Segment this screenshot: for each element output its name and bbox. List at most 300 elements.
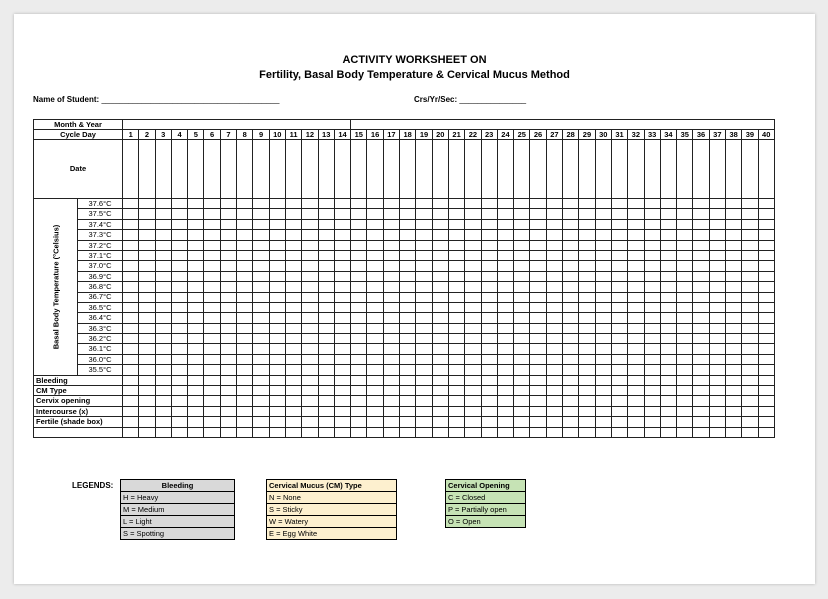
temperature-cell[interactable] (237, 219, 253, 229)
temperature-cell[interactable] (334, 334, 350, 344)
temperature-cell[interactable] (139, 250, 155, 260)
temperature-cell[interactable] (302, 250, 318, 260)
temperature-cell[interactable] (530, 250, 546, 260)
temperature-cell[interactable] (758, 354, 774, 364)
temperature-cell[interactable] (465, 219, 481, 229)
temperature-cell[interactable] (709, 209, 725, 219)
tracking-cell[interactable] (416, 417, 432, 427)
temperature-cell[interactable] (497, 334, 513, 344)
tracking-cell[interactable] (677, 375, 693, 385)
temperature-cell[interactable] (563, 282, 579, 292)
temperature-cell[interactable] (742, 240, 758, 250)
temperature-cell[interactable] (204, 292, 220, 302)
tracking-cell[interactable] (416, 375, 432, 385)
temperature-cell[interactable] (693, 219, 709, 229)
temperature-cell[interactable] (123, 250, 139, 260)
tracking-cell[interactable] (725, 417, 741, 427)
temperature-cell[interactable] (318, 271, 334, 281)
temperature-cell[interactable] (188, 261, 204, 271)
temperature-cell[interactable] (367, 365, 383, 375)
temperature-cell[interactable] (514, 365, 530, 375)
tracking-cell[interactable] (220, 375, 236, 385)
date-cell[interactable] (171, 140, 187, 199)
temperature-cell[interactable] (367, 282, 383, 292)
tracking-cell[interactable] (367, 427, 383, 437)
temperature-cell[interactable] (546, 250, 562, 260)
temperature-cell[interactable] (611, 334, 627, 344)
tracking-cell[interactable] (155, 386, 171, 396)
tracking-cell[interactable] (742, 427, 758, 437)
tracking-cell[interactable] (383, 396, 399, 406)
temperature-cell[interactable] (400, 250, 416, 260)
tracking-cell[interactable] (318, 406, 334, 416)
temperature-cell[interactable] (514, 302, 530, 312)
tracking-cell[interactable] (563, 417, 579, 427)
temperature-cell[interactable] (383, 365, 399, 375)
tracking-cell[interactable] (432, 386, 448, 396)
temperature-cell[interactable] (171, 302, 187, 312)
tracking-cell[interactable] (660, 417, 676, 427)
temperature-cell[interactable] (139, 313, 155, 323)
temperature-cell[interactable] (204, 261, 220, 271)
tracking-cell[interactable] (432, 417, 448, 427)
temperature-cell[interactable] (351, 199, 367, 209)
tracking-cell[interactable] (302, 375, 318, 385)
temperature-cell[interactable] (514, 219, 530, 229)
temperature-cell[interactable] (465, 302, 481, 312)
temperature-cell[interactable] (725, 282, 741, 292)
temperature-cell[interactable] (139, 323, 155, 333)
tracking-cell[interactable] (481, 406, 497, 416)
tracking-cell[interactable] (351, 375, 367, 385)
temperature-cell[interactable] (611, 302, 627, 312)
temperature-cell[interactable] (171, 292, 187, 302)
temperature-cell[interactable] (171, 250, 187, 260)
temperature-cell[interactable] (481, 250, 497, 260)
date-cell[interactable] (367, 140, 383, 199)
temperature-cell[interactable] (563, 219, 579, 229)
temperature-cell[interactable] (253, 240, 269, 250)
tracking-cell[interactable] (204, 427, 220, 437)
tracking-cell[interactable] (139, 417, 155, 427)
temperature-cell[interactable] (709, 271, 725, 281)
temperature-cell[interactable] (742, 365, 758, 375)
temperature-cell[interactable] (742, 199, 758, 209)
temperature-cell[interactable] (481, 282, 497, 292)
temperature-cell[interactable] (611, 261, 627, 271)
temperature-cell[interactable] (318, 292, 334, 302)
temperature-cell[interactable] (595, 230, 611, 240)
temperature-cell[interactable] (334, 230, 350, 240)
tracking-cell[interactable] (123, 417, 139, 427)
tracking-cell[interactable] (530, 417, 546, 427)
tracking-cell[interactable] (318, 375, 334, 385)
temperature-cell[interactable] (595, 240, 611, 250)
temperature-cell[interactable] (367, 250, 383, 260)
tracking-cell[interactable] (628, 406, 644, 416)
temperature-cell[interactable] (285, 261, 301, 271)
tracking-cell[interactable] (188, 396, 204, 406)
tracking-cell[interactable] (302, 396, 318, 406)
temperature-cell[interactable] (269, 240, 285, 250)
temperature-cell[interactable] (693, 365, 709, 375)
temperature-cell[interactable] (546, 230, 562, 240)
temperature-cell[interactable] (220, 323, 236, 333)
tracking-cell[interactable] (318, 386, 334, 396)
tracking-cell[interactable] (579, 375, 595, 385)
tracking-cell[interactable] (367, 396, 383, 406)
temperature-cell[interactable] (204, 209, 220, 219)
temperature-cell[interactable] (416, 354, 432, 364)
temperature-cell[interactable] (660, 219, 676, 229)
tracking-cell[interactable] (155, 417, 171, 427)
tracking-cell[interactable] (709, 375, 725, 385)
tracking-cell[interactable] (432, 396, 448, 406)
temperature-cell[interactable] (171, 230, 187, 240)
temperature-cell[interactable] (318, 302, 334, 312)
tracking-cell[interactable] (595, 375, 611, 385)
temperature-cell[interactable] (139, 219, 155, 229)
temperature-cell[interactable] (497, 199, 513, 209)
temperature-cell[interactable] (579, 302, 595, 312)
temperature-cell[interactable] (416, 302, 432, 312)
temperature-cell[interactable] (318, 209, 334, 219)
date-cell[interactable] (579, 140, 595, 199)
tracking-cell[interactable] (546, 406, 562, 416)
temperature-cell[interactable] (448, 334, 464, 344)
temperature-cell[interactable] (611, 199, 627, 209)
temperature-cell[interactable] (416, 323, 432, 333)
temperature-cell[interactable] (123, 334, 139, 344)
temperature-cell[interactable] (644, 365, 660, 375)
temperature-cell[interactable] (448, 240, 464, 250)
temperature-cell[interactable] (383, 199, 399, 209)
temperature-cell[interactable] (302, 271, 318, 281)
temperature-cell[interactable] (563, 292, 579, 302)
temperature-cell[interactable] (123, 261, 139, 271)
temperature-cell[interactable] (611, 323, 627, 333)
temperature-cell[interactable] (530, 271, 546, 281)
tracking-cell[interactable] (530, 396, 546, 406)
date-cell[interactable] (660, 140, 676, 199)
temperature-cell[interactable] (139, 365, 155, 375)
temperature-cell[interactable] (546, 302, 562, 312)
tracking-cell[interactable] (285, 375, 301, 385)
temperature-cell[interactable] (660, 240, 676, 250)
temperature-cell[interactable] (628, 344, 644, 354)
tracking-cell[interactable] (660, 386, 676, 396)
date-cell[interactable] (595, 140, 611, 199)
date-cell[interactable] (514, 140, 530, 199)
temperature-cell[interactable] (448, 271, 464, 281)
temperature-cell[interactable] (448, 302, 464, 312)
temperature-cell[interactable] (628, 282, 644, 292)
temperature-cell[interactable] (432, 282, 448, 292)
temperature-cell[interactable] (171, 282, 187, 292)
temperature-cell[interactable] (285, 323, 301, 333)
temperature-cell[interactable] (448, 282, 464, 292)
temperature-cell[interactable] (204, 354, 220, 364)
temperature-cell[interactable] (530, 323, 546, 333)
temperature-cell[interactable] (693, 313, 709, 323)
temperature-cell[interactable] (269, 261, 285, 271)
temperature-cell[interactable] (432, 344, 448, 354)
tracking-cell[interactable] (579, 396, 595, 406)
temperature-cell[interactable] (383, 313, 399, 323)
date-cell[interactable] (139, 140, 155, 199)
tracking-cell[interactable] (416, 427, 432, 437)
temperature-cell[interactable] (416, 365, 432, 375)
temperature-cell[interactable] (302, 344, 318, 354)
temperature-cell[interactable] (171, 344, 187, 354)
temperature-cell[interactable] (237, 302, 253, 312)
temperature-cell[interactable] (204, 302, 220, 312)
tracking-cell[interactable] (155, 406, 171, 416)
temperature-cell[interactable] (709, 344, 725, 354)
temperature-cell[interactable] (530, 261, 546, 271)
temperature-cell[interactable] (563, 323, 579, 333)
temperature-cell[interactable] (742, 271, 758, 281)
temperature-cell[interactable] (481, 219, 497, 229)
temperature-cell[interactable] (530, 240, 546, 250)
date-cell[interactable] (677, 140, 693, 199)
temperature-cell[interactable] (432, 365, 448, 375)
tracking-cell[interactable] (497, 386, 513, 396)
temperature-cell[interactable] (644, 219, 660, 229)
temperature-cell[interactable] (285, 199, 301, 209)
temperature-cell[interactable] (693, 250, 709, 260)
temperature-cell[interactable] (448, 199, 464, 209)
temperature-cell[interactable] (383, 240, 399, 250)
temperature-cell[interactable] (677, 323, 693, 333)
temperature-cell[interactable] (742, 209, 758, 219)
tracking-cell[interactable] (334, 396, 350, 406)
temperature-cell[interactable] (253, 334, 269, 344)
temperature-cell[interactable] (220, 209, 236, 219)
tracking-cell[interactable] (481, 375, 497, 385)
temperature-cell[interactable] (546, 313, 562, 323)
tracking-cell[interactable] (448, 375, 464, 385)
temperature-cell[interactable] (302, 209, 318, 219)
tracking-cell[interactable] (318, 427, 334, 437)
temperature-cell[interactable] (693, 261, 709, 271)
temperature-cell[interactable] (709, 261, 725, 271)
tracking-cell[interactable] (351, 427, 367, 437)
tracking-cell[interactable] (514, 406, 530, 416)
temperature-cell[interactable] (530, 282, 546, 292)
temperature-cell[interactable] (139, 199, 155, 209)
temperature-cell[interactable] (448, 230, 464, 240)
temperature-cell[interactable] (628, 240, 644, 250)
temperature-cell[interactable] (155, 230, 171, 240)
temperature-cell[interactable] (725, 292, 741, 302)
temperature-cell[interactable] (660, 282, 676, 292)
tracking-cell[interactable] (139, 386, 155, 396)
tracking-cell[interactable] (285, 417, 301, 427)
temperature-cell[interactable] (188, 271, 204, 281)
temperature-cell[interactable] (237, 292, 253, 302)
temperature-cell[interactable] (285, 313, 301, 323)
tracking-cell[interactable] (269, 396, 285, 406)
temperature-cell[interactable] (595, 302, 611, 312)
temperature-cell[interactable] (383, 334, 399, 344)
tracking-cell[interactable] (269, 417, 285, 427)
temperature-cell[interactable] (497, 261, 513, 271)
temperature-cell[interactable] (139, 230, 155, 240)
tracking-cell[interactable] (579, 427, 595, 437)
tracking-cell[interactable] (139, 406, 155, 416)
temperature-cell[interactable] (628, 334, 644, 344)
temperature-cell[interactable] (123, 344, 139, 354)
temperature-cell[interactable] (302, 240, 318, 250)
tracking-cell[interactable] (677, 406, 693, 416)
temperature-cell[interactable] (269, 354, 285, 364)
temperature-cell[interactable] (579, 344, 595, 354)
temperature-cell[interactable] (351, 240, 367, 250)
tracking-cell[interactable] (628, 375, 644, 385)
tracking-cell[interactable] (204, 406, 220, 416)
temperature-cell[interactable] (514, 344, 530, 354)
tracking-cell[interactable] (383, 406, 399, 416)
temperature-cell[interactable] (563, 365, 579, 375)
temperature-cell[interactable] (302, 219, 318, 229)
date-cell[interactable] (302, 140, 318, 199)
temperature-cell[interactable] (465, 292, 481, 302)
temperature-cell[interactable] (253, 250, 269, 260)
tracking-cell[interactable] (709, 396, 725, 406)
temperature-cell[interactable] (432, 240, 448, 250)
temperature-cell[interactable] (628, 323, 644, 333)
tracking-cell[interactable] (660, 396, 676, 406)
temperature-cell[interactable] (237, 334, 253, 344)
temperature-cell[interactable] (595, 292, 611, 302)
tracking-cell[interactable] (514, 427, 530, 437)
tracking-cell[interactable] (171, 406, 187, 416)
tracking-cell[interactable] (318, 396, 334, 406)
date-cell[interactable] (563, 140, 579, 199)
tracking-cell[interactable] (383, 386, 399, 396)
temperature-cell[interactable] (400, 261, 416, 271)
temperature-cell[interactable] (139, 282, 155, 292)
tracking-cell[interactable] (758, 375, 774, 385)
temperature-cell[interactable] (383, 250, 399, 260)
temperature-cell[interactable] (351, 230, 367, 240)
tracking-cell[interactable] (123, 375, 139, 385)
temperature-cell[interactable] (302, 261, 318, 271)
temperature-cell[interactable] (334, 271, 350, 281)
tracking-cell[interactable] (123, 396, 139, 406)
tracking-cell[interactable] (530, 406, 546, 416)
temperature-cell[interactable] (400, 199, 416, 209)
tracking-cell[interactable] (742, 396, 758, 406)
temperature-cell[interactable] (400, 313, 416, 323)
temperature-cell[interactable] (758, 323, 774, 333)
temperature-cell[interactable] (514, 354, 530, 364)
temperature-cell[interactable] (758, 240, 774, 250)
temperature-cell[interactable] (400, 323, 416, 333)
temperature-cell[interactable] (220, 219, 236, 229)
date-cell[interactable] (253, 140, 269, 199)
temperature-cell[interactable] (644, 354, 660, 364)
temperature-cell[interactable] (351, 365, 367, 375)
temperature-cell[interactable] (188, 282, 204, 292)
temperature-cell[interactable] (285, 344, 301, 354)
temperature-cell[interactable] (155, 365, 171, 375)
temperature-cell[interactable] (383, 354, 399, 364)
tracking-cell[interactable] (448, 386, 464, 396)
tracking-cell[interactable] (253, 417, 269, 427)
date-cell[interactable] (758, 140, 774, 199)
temperature-cell[interactable] (448, 323, 464, 333)
temperature-cell[interactable] (611, 313, 627, 323)
temperature-cell[interactable] (465, 334, 481, 344)
date-cell[interactable] (742, 140, 758, 199)
temperature-cell[interactable] (171, 323, 187, 333)
tracking-cell[interactable] (220, 406, 236, 416)
temperature-cell[interactable] (497, 292, 513, 302)
temperature-cell[interactable] (546, 323, 562, 333)
temperature-cell[interactable] (644, 271, 660, 281)
date-cell[interactable] (693, 140, 709, 199)
temperature-cell[interactable] (563, 199, 579, 209)
temperature-cell[interactable] (139, 261, 155, 271)
tracking-cell[interactable] (693, 396, 709, 406)
date-cell[interactable] (204, 140, 220, 199)
temperature-cell[interactable] (432, 219, 448, 229)
temperature-cell[interactable] (367, 344, 383, 354)
temperature-cell[interactable] (677, 199, 693, 209)
date-cell[interactable] (416, 140, 432, 199)
temperature-cell[interactable] (644, 250, 660, 260)
temperature-cell[interactable] (709, 230, 725, 240)
temperature-cell[interactable] (693, 209, 709, 219)
temperature-cell[interactable] (253, 282, 269, 292)
temperature-cell[interactable] (725, 313, 741, 323)
temperature-cell[interactable] (237, 261, 253, 271)
temperature-cell[interactable] (725, 240, 741, 250)
tracking-cell[interactable] (514, 386, 530, 396)
temperature-cell[interactable] (269, 313, 285, 323)
temperature-cell[interactable] (709, 240, 725, 250)
temperature-cell[interactable] (693, 323, 709, 333)
temperature-cell[interactable] (155, 261, 171, 271)
tracking-cell[interactable] (448, 427, 464, 437)
temperature-cell[interactable] (269, 292, 285, 302)
tracking-cell[interactable] (171, 427, 187, 437)
tracking-cell[interactable] (742, 375, 758, 385)
temperature-cell[interactable] (204, 282, 220, 292)
temperature-cell[interactable] (269, 344, 285, 354)
tracking-cell[interactable] (383, 427, 399, 437)
temperature-cell[interactable] (220, 261, 236, 271)
temperature-cell[interactable] (481, 344, 497, 354)
temperature-cell[interactable] (677, 354, 693, 364)
tracking-cell[interactable] (465, 427, 481, 437)
temperature-cell[interactable] (660, 344, 676, 354)
temperature-cell[interactable] (237, 313, 253, 323)
temperature-cell[interactable] (155, 344, 171, 354)
temperature-cell[interactable] (481, 354, 497, 364)
temperature-cell[interactable] (318, 240, 334, 250)
temperature-cell[interactable] (253, 219, 269, 229)
tracking-cell[interactable] (742, 417, 758, 427)
temperature-cell[interactable] (155, 240, 171, 250)
date-cell[interactable] (269, 140, 285, 199)
tracking-cell[interactable] (628, 417, 644, 427)
temperature-cell[interactable] (139, 209, 155, 219)
temperature-cell[interactable] (237, 282, 253, 292)
tracking-cell[interactable] (579, 417, 595, 427)
